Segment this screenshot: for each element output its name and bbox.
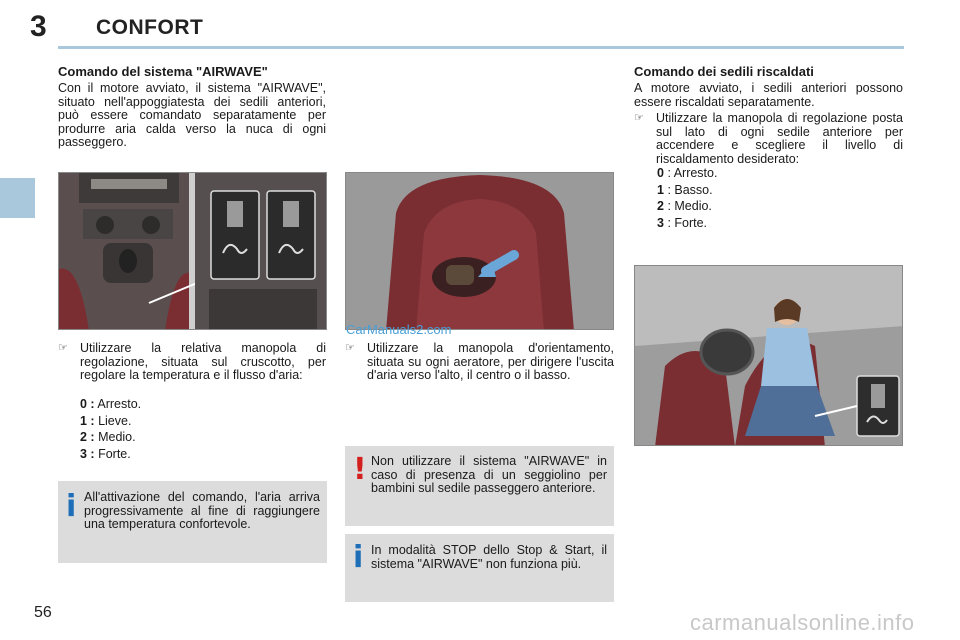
airwave-intro: Con il motore avviato, il sistema "AIRWAVE", situato nell'appoggiatesta dei sedili anteriori, può essere comandato separatamente per produrre aria calda verso la nuca di ogni passeggero.	[58, 81, 326, 149]
heated-seats-level-item: 3 : Forte.	[657, 215, 708, 230]
airwave-level-item: 3 : Forte.	[80, 446, 131, 461]
info-note-activation-text: All'attivazione del comando, l'aria arriva progressivamente al fine di raggiungere una temperatura confortevole.	[84, 490, 320, 531]
heated-seats-bullet-text: Utilizzare la manopola di regolazione posta sul lato di ogni sedile anteriore per accendere e scegliere il livello di riscaldamento desiderato:	[656, 111, 903, 166]
dashboard-console-photo	[58, 172, 327, 330]
airwave-level-item: 1 : Lieve.	[80, 413, 132, 428]
page-number: 56	[34, 604, 52, 621]
airwave-level-item: 0 : Arresto.	[80, 397, 142, 411]
dashboard-console-illustration	[59, 173, 327, 330]
chapter-title: CONFORT	[96, 16, 204, 39]
info-note-stop-start-text: In modalità STOP dello Stop & Start, il sistema "AIRWAVE" non funziona più.	[371, 543, 607, 571]
warning-note-child-seat-text: Non utilizzare il sistema "AIRWAVE" in caso di presenza di un seggiolino per bambini sul sedile passeggero anteriore.	[371, 454, 607, 495]
airwave-level-item: 2 : Medio.	[80, 430, 136, 444]
pointing-finger-icon: ☞	[58, 342, 68, 354]
header-divider	[58, 46, 904, 49]
info-note-stop-start	[345, 534, 614, 602]
heated-seats-bullet	[634, 112, 903, 166]
pointing-finger-icon: ☞	[634, 112, 644, 124]
info-icon: i	[66, 489, 77, 524]
watermark-bottom: carmanualsonline.info	[690, 610, 915, 635]
heated-seats-levels-list	[657, 165, 717, 231]
airwave-heading: Comando del sistema "AIRWAVE"	[58, 64, 268, 79]
heated-seats-intro: A motore avviato, i sedili anteriori possono essere riscaldati separatamente.	[634, 81, 903, 109]
heated-seats-level-item: 2 : Medio.	[657, 199, 712, 213]
heated-seat-illustration	[635, 266, 903, 446]
airwave-vent-bullet	[345, 342, 614, 383]
heated-seats-level-item: 0 : Arresto.	[657, 166, 718, 180]
warning-note-child-seat	[345, 446, 614, 526]
headrest-vent-illustration	[346, 173, 614, 330]
airwave-levels-list	[80, 396, 141, 462]
watermark-top: CarManuals2.com	[346, 322, 452, 337]
heated-seats-heading: Comando dei sedili riscaldati	[634, 64, 814, 79]
chapter-side-tab	[0, 178, 35, 218]
exclamation-icon: !	[353, 452, 367, 487]
heated-seats-level-item: 1 : Basso.	[657, 182, 713, 197]
headrest-vent-photo	[345, 172, 614, 330]
airwave-vent-text: Utilizzare la manopola d'orientamento, situata su ogni aeratore, per dirigere l'uscita d'aria verso l'alto, il centro o il basso.	[367, 341, 614, 382]
heated-seat-photo	[634, 265, 903, 446]
info-note-activation	[58, 481, 327, 563]
chapter-number: 3	[30, 10, 47, 43]
airwave-knob-bullet	[58, 342, 326, 383]
airwave-knob-text: Utilizzare la relativa manopola di regolazione, situata sul cruscotto, per regolare la temperatura e il flusso d'aria:	[80, 341, 326, 382]
info-icon: i	[353, 540, 364, 575]
pointing-finger-icon: ☞	[345, 342, 355, 354]
